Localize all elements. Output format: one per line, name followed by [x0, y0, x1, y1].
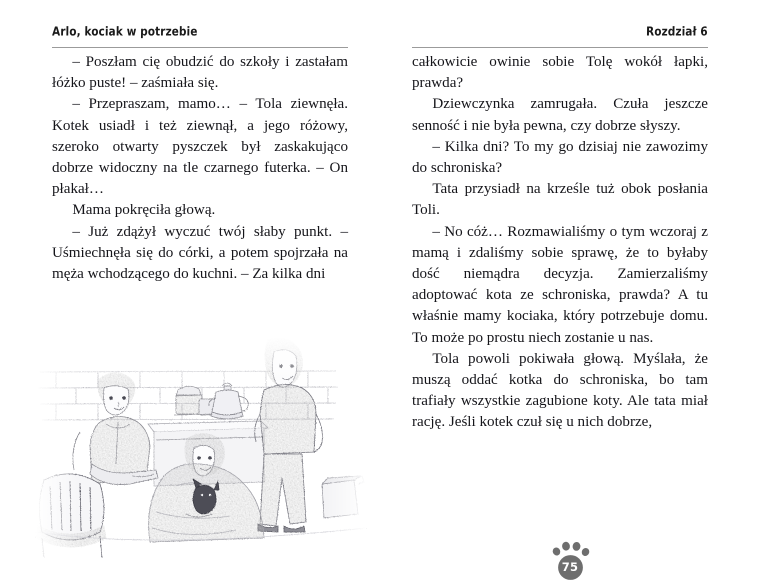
right-column-text [412, 52, 708, 434]
left-column-text [52, 52, 348, 285]
illustration-canvas [28, 336, 374, 558]
cardboard-box [322, 476, 364, 518]
paragraph: – Poszłam cię obudzić do szkoły i zastałam łóżko puste! – zaśmiała się. [52, 54, 348, 92]
chair [36, 474, 106, 558]
paragraph: Tola powoli pokiwała głową. Myślała, że muszą oddać kotka do schroniska, bo tam trafiały wszystkie zagubione koty. Ale tata miał rację. Jeśli kotek czuł się u nich dobrze, [412, 350, 708, 431]
right-header-rule [412, 47, 708, 48]
right-page [380, 0, 760, 588]
brick-wall [38, 371, 338, 420]
right-running-head [412, 0, 708, 52]
paragraph: Mama pokręciła głową. [72, 202, 216, 219]
kitchen-jars [174, 386, 218, 415]
right-running-head-text: Rozdział 6 [646, 24, 709, 39]
page-number: 75 [561, 559, 579, 574]
girl-with-kitten [149, 433, 264, 542]
page-folio [380, 540, 760, 582]
left-running-head [52, 0, 348, 52]
standing-boy [255, 338, 323, 532]
paw-print-icon [547, 540, 593, 582]
paragraph: – Już zdążył wyczuć twój słaby punkt. – Uśmiechnęła się do córki, a potem spojrzała na męża wchodzącego do kuchni. – Za kilka dni [52, 223, 348, 283]
kitchen-counter [148, 421, 268, 486]
left-header-rule [52, 47, 348, 48]
seated-man [73, 372, 158, 484]
paragraph: Tata przysiadł na krześle tuż obok posłania Toli. [412, 181, 708, 219]
paragraph: – Kilka dni? To my go dzisiaj nie zawozimy do schroniska? [412, 138, 708, 177]
paragraph: Dziewczynka zamrugała. Czuła jeszcze senność i nie była pewna, czy dobrze słyszy. [412, 96, 708, 134]
paragraph: całkowicie owinie sobie Tolę wokół łapki, prawda? [412, 54, 708, 92]
left-running-head-text: Arlo, kociak w potrzebie [52, 24, 198, 39]
paragraph: – No cóż… Rozmawialiśmy o tym wczoraj z mamą i zdaliśmy sobie sprawę, że to byłaby dość niemądra decyzja. Zamierzaliśmy adoptować kota ze schroniska, prawda? A tu właśnie mamy kociaka, który potrzebuje domu. To może po prostu niech zostanie u nas. [412, 223, 708, 346]
kitchen-scene-illustration [28, 336, 374, 558]
teapot [209, 383, 248, 419]
paragraph: – Przepraszam, mamo… – Tola ziewnęła. Kotek usiadł i też ziewnął, a jego różowy, szeroko otwarty pyszczek był zaskakująco dobrze widoczny na tle czarnego futerka. – On płakał… [52, 96, 348, 198]
